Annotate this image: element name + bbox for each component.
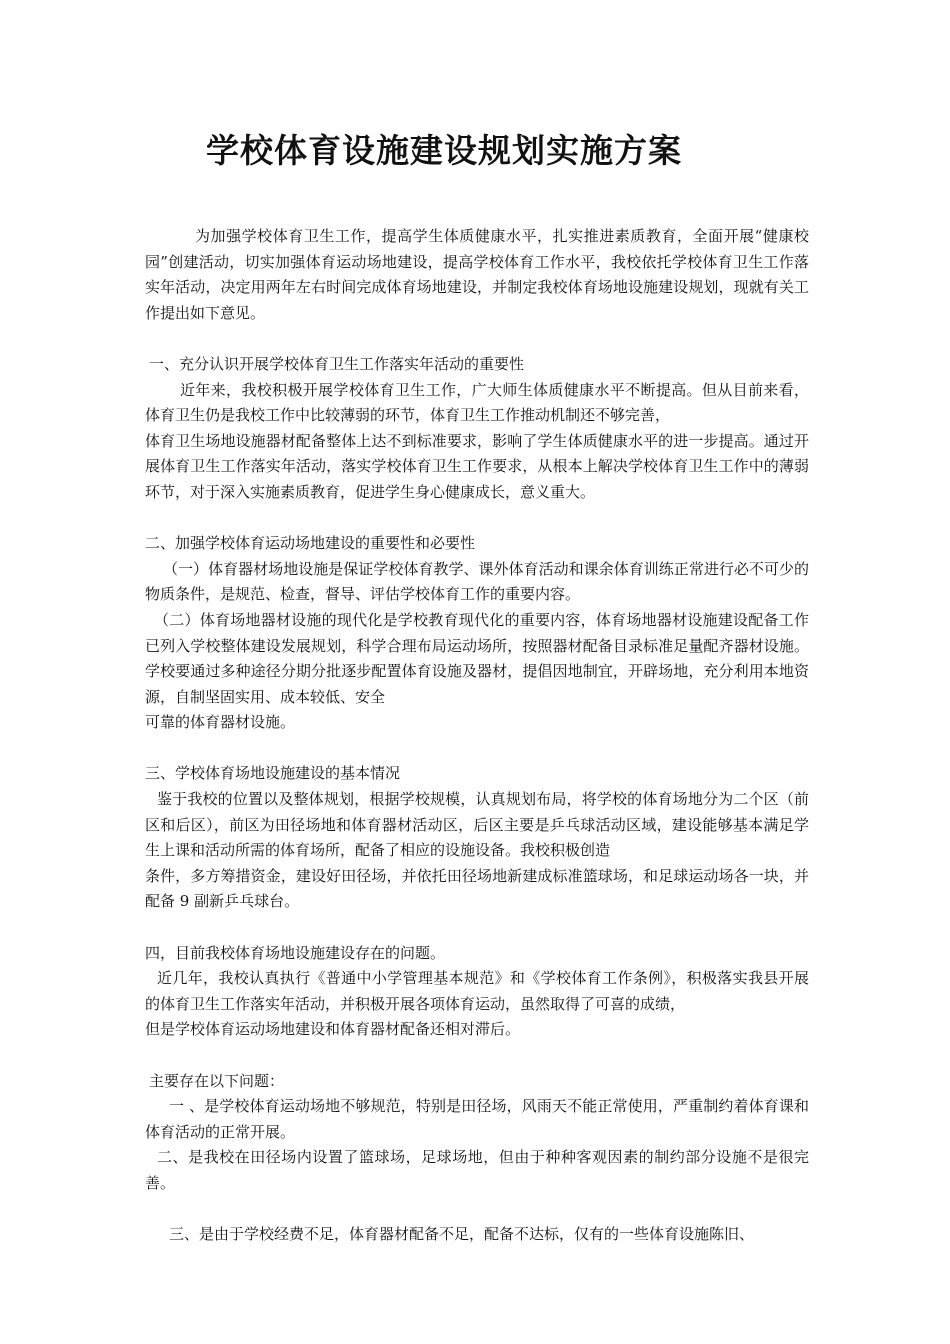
section-1-heading: 一、充分认识开展学校体育卫生工作落实年活动的重要性 — [149, 354, 525, 373]
problem-3: 三、是由于学校经费不足，体育器材配备不足，配备不达标，仅有的一些体育设施陈旧、 — [169, 1225, 755, 1244]
intro-paragraph: 为加强学校体育卫生工作，提高学生体质健康水平，扎实推进素质教育，全面开展“健康校园”创建活动，切实加强体育运动场地建设，提高学校体育工作水平，我校依托学校体育卫生工作落实年活动，决定用两年左右时间完成体育场地建设，并制定我校体育场地设施建设规划，现就有关工作提出如下意见。 — [145, 227, 809, 322]
section-4-paragraph-1: 近几年，我校认真执行《普通中小学管理基本规范》和《学校体育工作条例》，积极落实我县开展的体育卫生工作落实年活动，并积极开展各项体育运动，虽然取得了可喜的成绩， — [145, 969, 809, 1013]
section-3-heading: 三、学校体育场地设施建设的基本情况 — [145, 764, 401, 783]
problem-1: 一 、是学校体育运动场地不够规范，特别是田径场，风雨天不能正常使用，严重制约着体育课和体育活动的正常开展。 — [145, 1097, 809, 1141]
section-3-paragraph-1: 鉴于我校的位置以及整体规划，根据学校规模，认真规划布局，将学校的体育场地分为二个区（前区和后区），前区为田径场地和体育器材活动区，后区主要是乒乓球活动区域，建设能够基本满足学生上课和活动所需的体育场所，配备了相应的设施设备。我校积极创造 — [145, 790, 809, 860]
section-4-heading: 四，目前我校体育场地设施建设存在的问题。 — [145, 943, 446, 962]
paragraph-gap — [145, 326, 809, 352]
paragraph-gap — [145, 1043, 809, 1069]
paragraph-gap — [145, 506, 809, 532]
problems-heading: 主要存在以下问题： — [149, 1071, 285, 1090]
paragraph-gap — [145, 736, 809, 762]
paragraph-gap — [145, 1197, 809, 1223]
paragraph-gap — [145, 915, 809, 941]
document-body — [145, 224, 809, 1248]
section-1-paragraph-1: 近年来，我校积极开展学校体育卫生工作，广大师生体质健康水平不断提高。但从目前来看，体育卫生仍是我校工作中比较薄弱的环节，体育卫生工作推动机制还不够完善， — [145, 380, 809, 425]
section-2-heading: 二、加强学校体育运动场地建设的重要性和必要性 — [145, 534, 476, 553]
document-title: 学校体育设施建设规划实施方案 — [206, 131, 682, 170]
section-2-paragraph-1: （一）体育器材场地设施是保证学校体育教学、课外体育活动和课余体育训练正常进行必不可少的物质条件，是规范、检查，督导、评估学校体育工作的重要内容。 — [145, 559, 809, 604]
section-1-paragraph-2: 体育卫生场地设施器材配备整体上达不到标准要求，影响了学生体质健康水平的进一步提高。通过开展体育卫生工作落实年活动，落实学校体育卫生工作要求，从根本上解决学校体育卫生工作中的薄弱环节，对于深入实施素质教育，促进学生身心健康成长，意义重大。 — [145, 431, 809, 501]
section-4-paragraph-2: 但是学校体育运动场地建设和体育器材配备还相对滞后。 — [145, 1020, 521, 1039]
section-2-paragraph-2: （二）体育场地器材设施的现代化是学校教育现代化的重要内容，体育场地器材设施建设配备工作已列入学校整体建设发展规划，科学合理布局运动场所，按照器材配备目录标准足量配齐器材设施。学校要通过多种途径分期分批逐步配置体育设施及器材，提倡因地制宜，开辟场地，充分利用本地资源，自制坚固实用、成本较低、安全 — [145, 610, 809, 706]
section-2-paragraph-3: 可靠的体育器材设施。 — [145, 713, 296, 732]
problem-2: 二、是我校在田径场内设置了篮球场，足球场地，但由于种种客观因素的制约部分设施不是很完善。 — [145, 1148, 809, 1192]
section-3-paragraph-2: 条件，多方筹措资金，建设好田径场，并依托田径场地新建成标准篮球场，和足球运动场各一块，并配备 9 副新乒乓球台。 — [145, 866, 809, 911]
